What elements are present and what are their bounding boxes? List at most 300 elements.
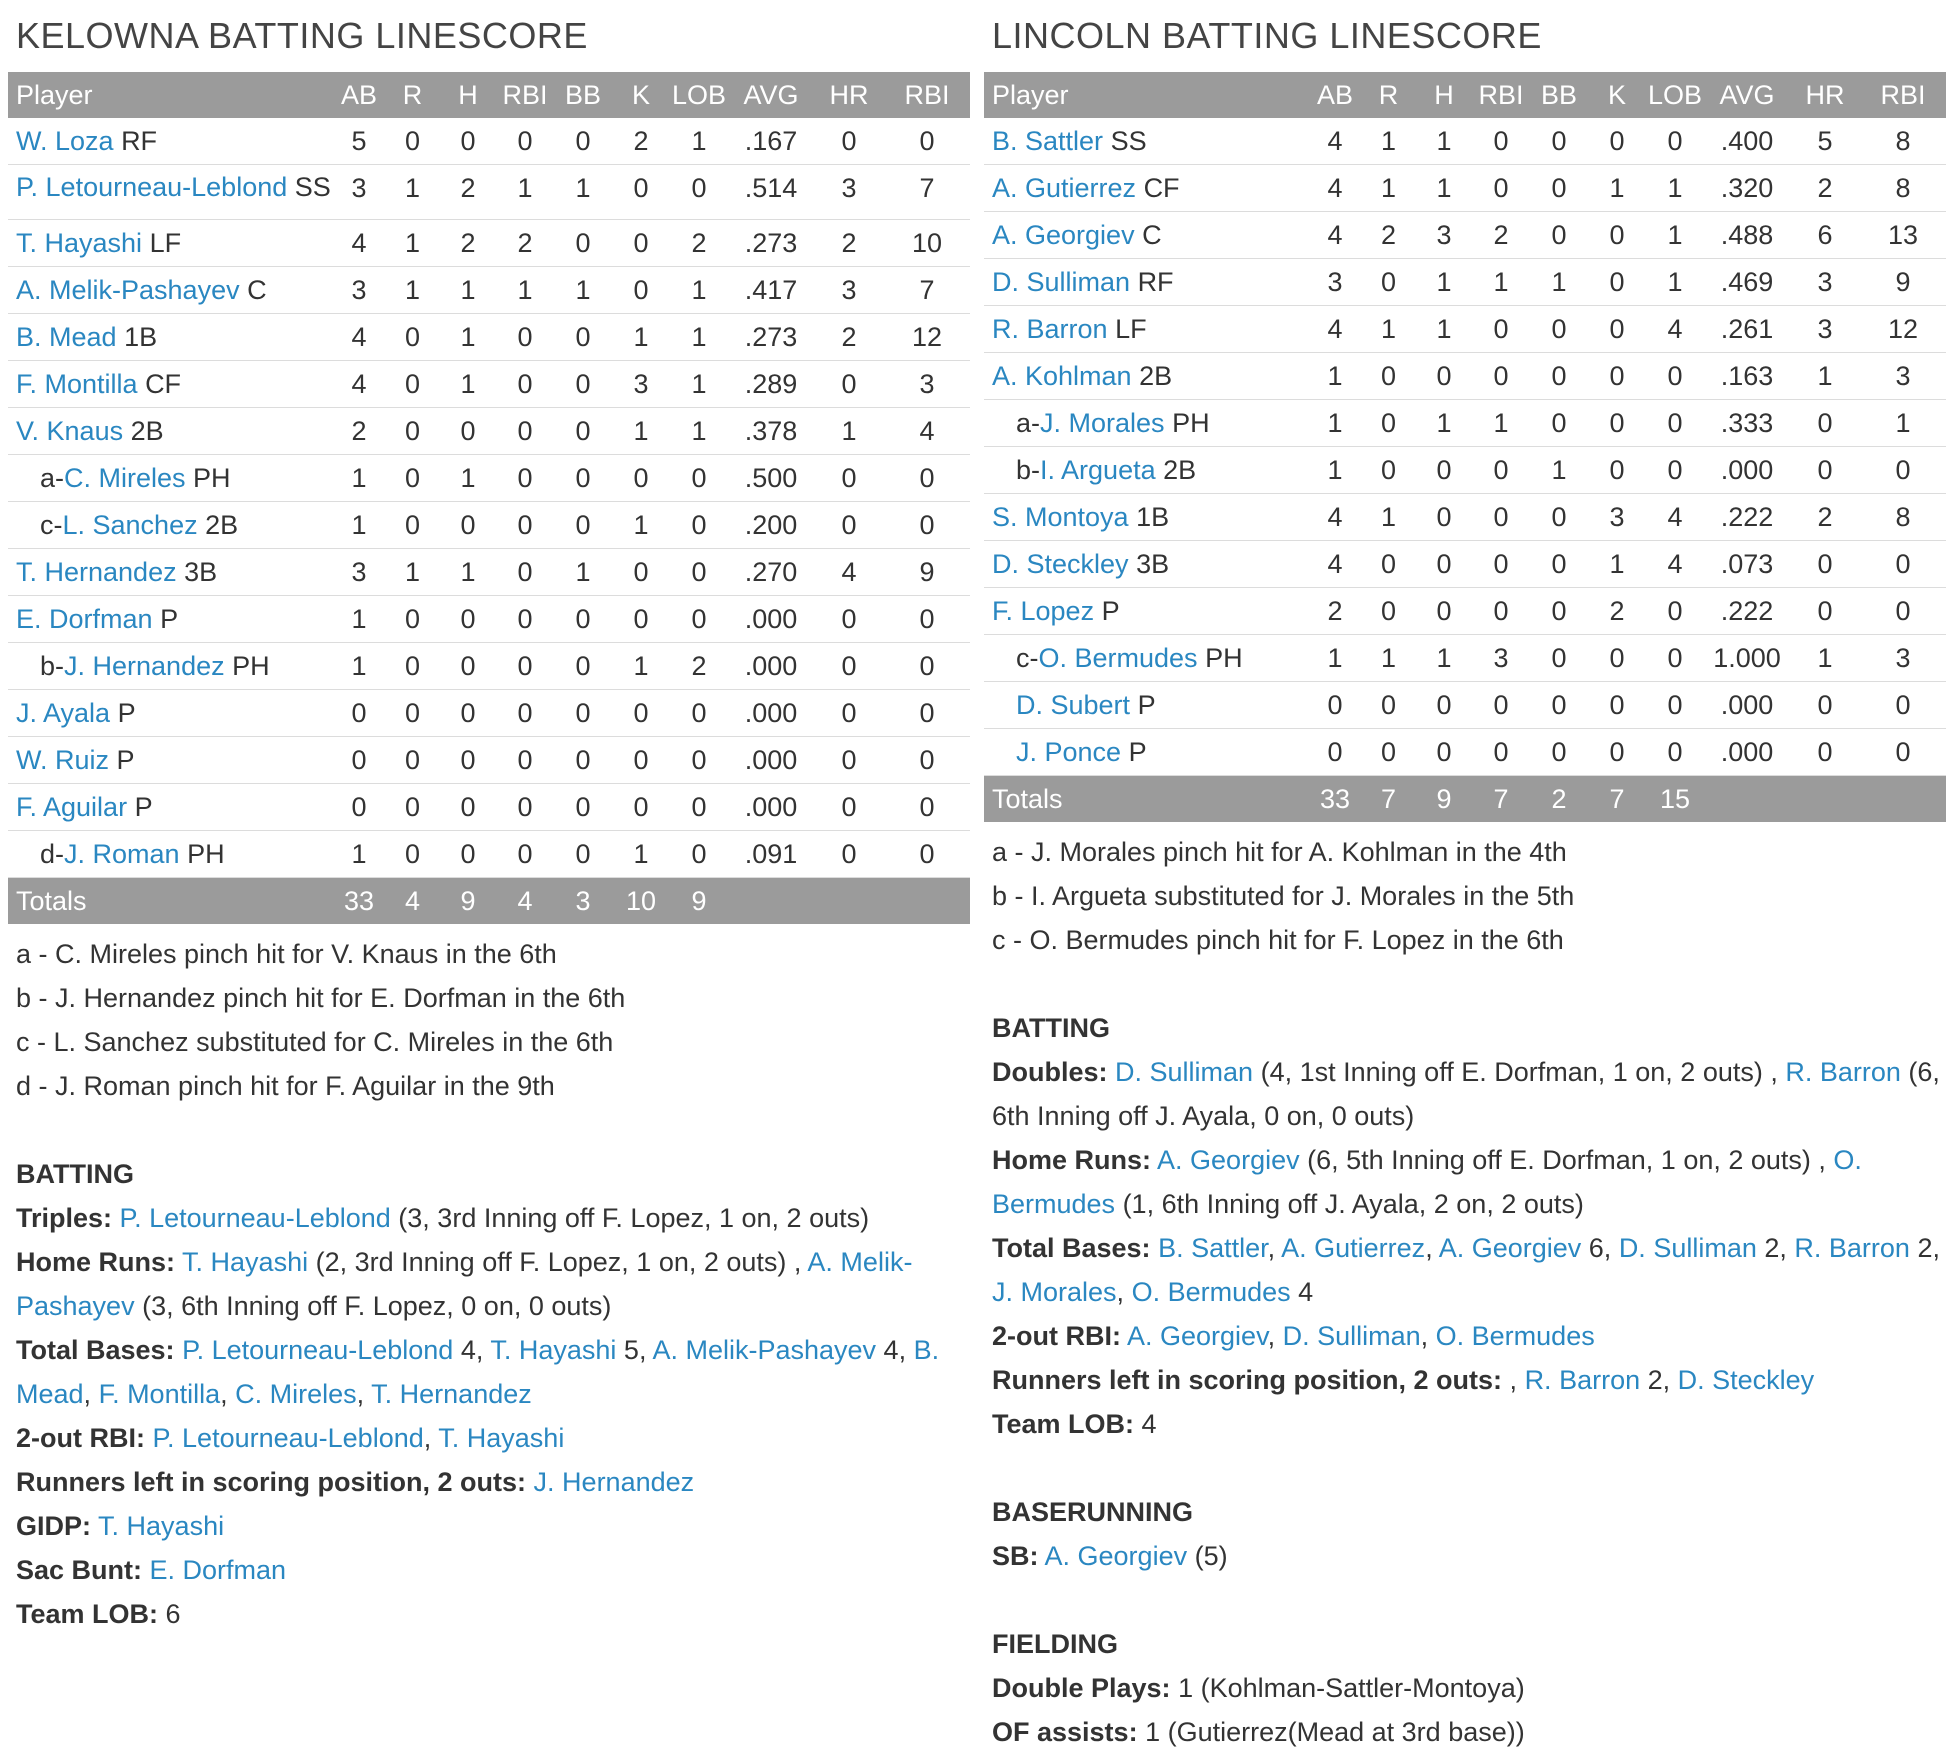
stat-cell: 0 <box>385 314 440 361</box>
stat-cell: 0 <box>814 737 884 784</box>
player-cell <box>8 118 333 165</box>
stat-cell: 4 <box>1309 118 1361 165</box>
stat-cell: 0 <box>884 737 970 784</box>
player-position: 2B <box>1139 360 1173 391</box>
stat-cell: 1 <box>1416 635 1472 682</box>
table-row <box>984 682 1946 729</box>
stat-cell: 4 <box>1646 306 1704 353</box>
player-position: 2B <box>1163 454 1197 485</box>
stat-cell: 1 <box>670 408 728 455</box>
stat-text: , <box>1116 1277 1132 1307</box>
player-link[interactable]: D. Steckley <box>992 548 1129 579</box>
player-link[interactable]: D. Subert <box>1016 689 1131 720</box>
player-link[interactable]: J. Roman <box>64 838 180 869</box>
stat-cell: 0 <box>1790 541 1860 588</box>
stat-cell: 0 <box>884 643 970 690</box>
stat-line <box>992 1050 1946 1138</box>
stat-text: 2, <box>1756 1233 1795 1263</box>
player-link[interactable]: B. Sattler <box>992 125 1104 156</box>
player-link[interactable]: C. Mireles <box>235 1379 357 1409</box>
stat-cell: 3 <box>1790 306 1860 353</box>
player-link[interactable]: B. Sattler <box>1158 1233 1268 1263</box>
player-link[interactable]: D. Sulliman <box>1115 1057 1254 1087</box>
stat-cell: .091 <box>728 831 814 878</box>
stat-text: , <box>83 1379 99 1409</box>
column-header: LOB <box>1646 72 1704 118</box>
stat-cell: .000 <box>1704 447 1790 494</box>
player-cell <box>8 784 333 831</box>
substitution-note: c - L. Sanchez substituted for C. Mireles in the 6th <box>16 1027 614 1057</box>
player-link[interactable]: W. Ruiz <box>16 744 110 775</box>
stat-cell: 0 <box>814 361 884 408</box>
player-link[interactable]: A. Georgiev <box>1127 1321 1268 1351</box>
stat-cell: 0 <box>333 690 385 737</box>
stat-label: Total Bases: <box>992 1233 1151 1263</box>
totals-cell: 7 <box>1588 776 1646 823</box>
stat-cell: 0 <box>1472 353 1530 400</box>
player-link[interactable]: T. Hayashi <box>490 1335 617 1365</box>
stat-cell: 1 <box>554 165 612 220</box>
totals-cell: 15 <box>1646 776 1704 823</box>
stat-cell: 1 <box>1472 259 1530 306</box>
stat-cell: 4 <box>333 361 385 408</box>
table-row <box>984 259 1946 306</box>
stat-cell: 5 <box>333 118 385 165</box>
player-position: PH <box>1205 642 1243 673</box>
stat-cell: .000 <box>1704 682 1790 729</box>
section-heading: BATTING <box>16 1159 134 1189</box>
stat-cell: 1 <box>612 408 670 455</box>
stat-cell: 1 <box>1309 353 1361 400</box>
player-link[interactable]: T. Hayashi <box>16 227 143 258</box>
player-cell <box>8 502 333 549</box>
stat-cell: 0 <box>1530 212 1588 259</box>
player-position: 2B <box>205 509 239 540</box>
player-link[interactable]: J. Morales <box>992 1277 1117 1307</box>
stat-label: Total Bases: <box>16 1335 175 1365</box>
stat-cell: 0 <box>1361 588 1416 635</box>
stat-cell: .417 <box>728 267 814 314</box>
stat-cell: 2 <box>670 220 728 267</box>
stat-line <box>992 1226 1946 1314</box>
player-link[interactable]: R. Barron <box>992 313 1108 344</box>
table-row <box>984 353 1946 400</box>
stat-cell: 0 <box>1588 682 1646 729</box>
stat-cell: 0 <box>440 737 496 784</box>
column-header: BB <box>1530 72 1588 118</box>
stat-text: , <box>1267 1321 1283 1351</box>
totals-row <box>8 878 970 925</box>
stat-cell: 0 <box>670 502 728 549</box>
stat-label: SB: <box>992 1541 1039 1571</box>
stat-cell: .261 <box>1704 306 1790 353</box>
stat-cell: 1 <box>385 267 440 314</box>
sub-prefix: d- <box>40 838 65 869</box>
player-link[interactable]: T. Hayashi <box>438 1423 565 1453</box>
stat-cell: 3 <box>814 165 884 220</box>
player-link[interactable]: A. Gutierrez <box>1281 1233 1426 1263</box>
stat-line <box>992 1402 1946 1446</box>
stat-cell: 4 <box>1309 165 1361 212</box>
column-header: Player <box>8 72 333 118</box>
player-cell <box>984 165 1309 212</box>
stat-cell: 0 <box>1530 729 1588 776</box>
stat-cell: 0 <box>1588 306 1646 353</box>
stat-cell: 0 <box>554 737 612 784</box>
player-link[interactable]: E. Dorfman <box>149 1555 287 1585</box>
stat-cell: 0 <box>884 596 970 643</box>
stat-cell: 3 <box>333 549 385 596</box>
player-link[interactable]: T. Hayashi <box>182 1247 309 1277</box>
column-header: AB <box>1309 72 1361 118</box>
player-link[interactable]: A. Gutierrez <box>992 172 1137 203</box>
stat-cell: 1 <box>670 314 728 361</box>
stat-cell: 0 <box>1860 447 1946 494</box>
player-link[interactable]: J. Hernandez <box>64 650 225 681</box>
stat-text: (2, 3rd Inning off F. Lopez, 1 on, 2 outs) , <box>308 1247 808 1277</box>
player-link[interactable]: C. Mireles <box>64 462 186 493</box>
stat-cell: 0 <box>554 361 612 408</box>
stat-cell: 0 <box>1530 541 1588 588</box>
player-link[interactable]: P. Letourneau-Leblond <box>152 1423 424 1453</box>
player-link[interactable]: T. Hernandez <box>371 1379 532 1409</box>
player-cell <box>984 212 1309 259</box>
player-position: LF <box>149 227 182 258</box>
player-link[interactable]: D. Sulliman <box>1282 1321 1421 1351</box>
player-position: RF <box>1137 266 1174 297</box>
stat-cell: .500 <box>728 455 814 502</box>
stat-cell: 1 <box>1530 259 1588 306</box>
stat-cell: 1 <box>1309 635 1361 682</box>
player-link[interactable]: B. Mead <box>16 1335 940 1409</box>
player-link[interactable]: A. Georgiev <box>992 219 1135 250</box>
player-link[interactable]: J. Hernandez <box>533 1467 695 1497</box>
lincoln-linescore-table <box>984 72 1946 822</box>
column-header: RBI <box>496 72 554 118</box>
player-link[interactable]: V. Knaus <box>16 415 124 446</box>
section-heading: FIELDING <box>992 1629 1118 1659</box>
stat-cell: 0 <box>814 690 884 737</box>
player-link[interactable]: F. Montilla <box>16 368 138 399</box>
stat-text: 6, <box>1581 1233 1619 1263</box>
kelowna-substitution-notes <box>8 932 970 1108</box>
stat-cell: 0 <box>554 455 612 502</box>
totals-cell: 7 <box>1361 776 1416 823</box>
stat-cell: 0 <box>1530 494 1588 541</box>
stat-cell: 1 <box>612 643 670 690</box>
stat-cell: 0 <box>612 220 670 267</box>
stat-cell: 0 <box>440 502 496 549</box>
stat-cell: 0 <box>496 784 554 831</box>
player-link[interactable]: T. Hernandez <box>16 556 177 587</box>
player-link[interactable]: P. Letourneau-Leblond <box>182 1335 454 1365</box>
stat-cell: 0 <box>814 118 884 165</box>
stat-cell: 1 <box>1416 118 1472 165</box>
stat-cell: 0 <box>1472 588 1530 635</box>
stat-label: Triples: <box>16 1203 113 1233</box>
player-position: P <box>160 603 179 634</box>
stat-label: Double Plays: <box>992 1673 1171 1703</box>
totals-cell <box>1860 776 1946 823</box>
stat-cell: 0 <box>1588 212 1646 259</box>
stat-cell: 1 <box>1646 259 1704 306</box>
stat-cell: 1 <box>670 267 728 314</box>
column-header: K <box>1588 72 1646 118</box>
stat-cell: 1 <box>440 361 496 408</box>
stat-cell: 2 <box>440 220 496 267</box>
stat-text: (5) <box>1187 1541 1228 1571</box>
stat-cell: 0 <box>1588 353 1646 400</box>
stat-cell: 1 <box>1416 400 1472 447</box>
player-link[interactable]: F. Lopez <box>992 595 1095 626</box>
totals-cell: 33 <box>333 878 385 925</box>
totals-row <box>984 776 1946 823</box>
player-cell <box>8 690 333 737</box>
player-link[interactable]: O. Bermudes <box>1038 642 1198 673</box>
stat-cell: 0 <box>612 737 670 784</box>
column-header: H <box>1416 72 1472 118</box>
stat-line <box>992 1666 1946 1710</box>
player-link[interactable]: D. Steckley <box>1677 1365 1815 1395</box>
stat-cell: 3 <box>884 361 970 408</box>
stat-cell: 1 <box>670 361 728 408</box>
stat-line <box>16 1196 970 1240</box>
stat-cell: 0 <box>385 596 440 643</box>
stat-cell: 1 <box>1361 494 1416 541</box>
player-link[interactable]: J. Morales <box>1040 407 1165 438</box>
stat-cell: 4 <box>1309 494 1361 541</box>
table-row <box>8 455 970 502</box>
player-link[interactable]: A. Georgiev <box>1438 1233 1582 1263</box>
player-link[interactable]: R. Barron <box>1524 1365 1641 1395</box>
stat-cell: .000 <box>728 737 814 784</box>
stat-cell: 0 <box>1530 306 1588 353</box>
stat-line <box>16 1240 970 1328</box>
stat-cell: 0 <box>385 690 440 737</box>
stat-cell: 0 <box>1646 635 1704 682</box>
player-cell <box>8 737 333 784</box>
column-header: HR <box>1790 72 1860 118</box>
player-link[interactable]: S. Montoya <box>992 501 1129 532</box>
stat-cell: 4 <box>1309 541 1361 588</box>
player-link[interactable]: J. Ponce <box>1016 736 1122 767</box>
stat-cell: .222 <box>1704 588 1790 635</box>
player-cell <box>8 220 333 267</box>
totals-cell: 2 <box>1530 776 1588 823</box>
stat-text: 5, <box>616 1335 653 1365</box>
player-link[interactable]: A. Melik-Pashayev <box>16 274 240 305</box>
column-header: H <box>440 72 496 118</box>
stat-cell: 1 <box>1309 447 1361 494</box>
player-link[interactable]: R. Barron <box>1794 1233 1910 1263</box>
stat-cell: 5 <box>1790 118 1860 165</box>
stat-cell: 0 <box>1361 353 1416 400</box>
column-header: RBI <box>1472 72 1530 118</box>
stat-cell: 1 <box>1309 400 1361 447</box>
stat-cell: 0 <box>385 643 440 690</box>
player-link[interactable]: D. Sulliman <box>1618 1233 1757 1263</box>
player-link[interactable]: W. Loza <box>16 125 114 156</box>
player-link[interactable]: A. Kohlman <box>992 360 1132 391</box>
player-link[interactable]: O. Bermudes <box>1435 1321 1595 1351</box>
stat-cell: 0 <box>1472 447 1530 494</box>
player-cell <box>984 259 1309 306</box>
stat-text: 4, <box>876 1335 914 1365</box>
table-row <box>8 165 970 220</box>
stat-cell: 0 <box>612 596 670 643</box>
stat-cell: 0 <box>814 455 884 502</box>
stat-cell: 12 <box>1860 306 1946 353</box>
stat-cell: 1 <box>333 502 385 549</box>
player-link[interactable]: P. Letourneau-Leblond <box>119 1203 391 1233</box>
stat-cell: 1 <box>333 643 385 690</box>
player-link[interactable]: A. Melik-Pashayev <box>16 1247 913 1321</box>
player-link[interactable]: T. Hayashi <box>98 1511 225 1541</box>
totals-cell: 7 <box>1472 776 1530 823</box>
stat-cell: 0 <box>1472 494 1530 541</box>
stat-cell: 0 <box>884 784 970 831</box>
stat-text: 1 (Gutierrez(Mead at 3rd base)) <box>1145 1717 1525 1747</box>
stat-cell: 1 <box>1860 400 1946 447</box>
stat-cell: .000 <box>728 690 814 737</box>
player-cell <box>984 541 1309 588</box>
stat-cell: 0 <box>440 784 496 831</box>
player-cell <box>8 455 333 502</box>
stat-cell: 0 <box>612 267 670 314</box>
stat-label: Doubles: <box>992 1057 1108 1087</box>
player-link[interactable]: P. Letourneau-Leblond <box>16 172 288 202</box>
stat-cell: 0 <box>612 455 670 502</box>
stat-cell: 2 <box>440 165 496 220</box>
stat-cell: 2 <box>1361 212 1416 259</box>
stat-cell: .000 <box>728 596 814 643</box>
substitution-note: b - J. Hernandez pinch hit for E. Dorfman in the 6th <box>16 983 626 1013</box>
column-header: HR <box>814 72 884 118</box>
stat-cell: 0 <box>496 408 554 455</box>
sub-prefix: c- <box>1016 642 1039 673</box>
player-link[interactable]: O. Bermudes <box>1131 1277 1291 1307</box>
stat-cell: .514 <box>728 165 814 220</box>
stat-cell: 0 <box>385 502 440 549</box>
section-heading: BATTING <box>992 1013 1110 1043</box>
table-row <box>8 118 970 165</box>
stat-line <box>992 1314 1946 1358</box>
section-heading: BASERUNNING <box>992 1497 1194 1527</box>
table-row <box>984 541 1946 588</box>
player-link[interactable]: F. Aguilar <box>16 791 128 822</box>
stat-cell: 1 <box>1472 400 1530 447</box>
table-row <box>8 314 970 361</box>
stat-text: (6, 5th Inning off E. Dorfman, 1 on, 2 outs) , <box>1299 1145 1834 1175</box>
stat-text: , <box>1267 1233 1282 1263</box>
player-link[interactable]: A. Georgiev <box>1044 1541 1188 1571</box>
stat-cell: 0 <box>884 690 970 737</box>
player-link[interactable]: I. Argueta <box>1040 454 1156 485</box>
table-row <box>8 690 970 737</box>
totals-cell <box>814 878 884 925</box>
player-link[interactable]: J. Ayala <box>16 697 111 728</box>
player-link[interactable]: R. Barron <box>1785 1057 1901 1087</box>
table-row <box>8 643 970 690</box>
stat-cell: 0 <box>496 643 554 690</box>
totals-cell: 4 <box>496 878 554 925</box>
stat-cell: 0 <box>333 737 385 784</box>
kelowna-details <box>8 1152 970 1636</box>
stat-cell: .163 <box>1704 353 1790 400</box>
column-header: RBI <box>1860 72 1946 118</box>
player-cell <box>8 596 333 643</box>
stat-cell: 0 <box>496 314 554 361</box>
player-position: CF <box>1143 172 1180 203</box>
stat-cell: 3 <box>1790 259 1860 306</box>
column-header: BB <box>554 72 612 118</box>
stat-cell: 4 <box>333 220 385 267</box>
stat-cell: 0 <box>1361 682 1416 729</box>
table-row <box>8 549 970 596</box>
stat-text: 1 (Kohlman-Sattler-Montoya) <box>1178 1673 1525 1703</box>
totals-cell: 10 <box>612 878 670 925</box>
stat-cell: .000 <box>1704 729 1790 776</box>
stat-cell: 13 <box>1860 212 1946 259</box>
player-link[interactable]: E. Dorfman <box>16 603 153 634</box>
player-link[interactable]: A. Georgiev <box>1157 1145 1300 1175</box>
player-position: PH <box>193 462 231 493</box>
stat-cell: 1 <box>440 314 496 361</box>
stat-cell: 4 <box>1646 541 1704 588</box>
stat-label: Team LOB: <box>992 1409 1135 1439</box>
table-row <box>8 361 970 408</box>
player-link[interactable]: D. Sulliman <box>992 266 1131 297</box>
stat-cell: 1 <box>385 549 440 596</box>
stat-line <box>992 1534 1946 1578</box>
stat-text: , <box>220 1379 236 1409</box>
player-cell <box>984 353 1309 400</box>
table-header <box>8 72 970 118</box>
player-link[interactable]: F. Montilla <box>98 1379 221 1409</box>
kelowna-linescore-table <box>8 72 970 924</box>
stat-cell: 0 <box>1588 259 1646 306</box>
player-link[interactable]: A. Melik-Pashayev <box>652 1335 877 1365</box>
stat-cell: 0 <box>1860 729 1946 776</box>
stat-cell: 0 <box>884 455 970 502</box>
stat-cell: 1 <box>333 831 385 878</box>
stat-cell: 1 <box>1416 165 1472 212</box>
player-cell <box>8 549 333 596</box>
stat-cell: 0 <box>385 455 440 502</box>
stat-cell: .333 <box>1704 400 1790 447</box>
stat-cell: 0 <box>1472 306 1530 353</box>
lincoln-substitution-notes <box>984 830 1946 962</box>
stat-cell: 7 <box>884 267 970 314</box>
stat-cell: 1 <box>440 267 496 314</box>
player-position: 1B <box>1136 501 1170 532</box>
stat-label: Sac Bunt: <box>16 1555 143 1585</box>
table-row <box>984 447 1946 494</box>
stat-text: (6, 6th Inning off J. Ayala, 0 on, 0 outs) <box>992 1057 1940 1131</box>
stat-cell: .378 <box>728 408 814 455</box>
lincoln-title: LINCOLN BATTING LINESCORE <box>992 15 1542 56</box>
stat-text: , <box>356 1379 372 1409</box>
stat-cell: 0 <box>554 408 612 455</box>
stat-cell: 0 <box>1472 682 1530 729</box>
stat-cell: 0 <box>814 596 884 643</box>
stat-cell: 1 <box>333 596 385 643</box>
column-header: AVG <box>728 72 814 118</box>
player-link[interactable]: L. Sanchez <box>62 509 198 540</box>
stat-cell: 1 <box>1588 165 1646 212</box>
player-link[interactable]: B. Mead <box>16 321 117 352</box>
player-link[interactable]: O. Bermudes <box>992 1145 1862 1219</box>
